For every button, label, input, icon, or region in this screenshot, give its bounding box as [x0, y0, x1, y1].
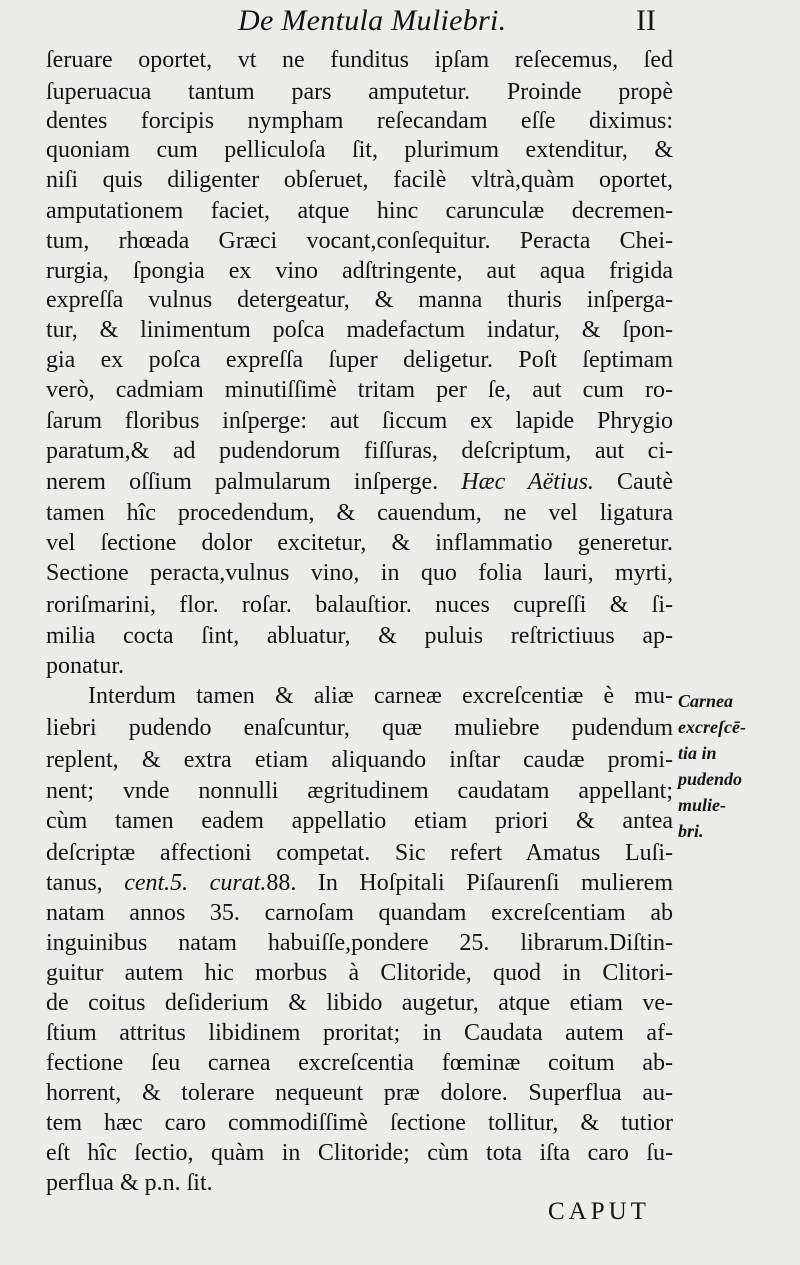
- text-line: inguinibus natam habuiſſe,pondere 25. librarum.Diſtin-: [46, 930, 673, 956]
- text-line: ſeruare oportet, vt ne funditus ipſam reſecemus, ſed: [46, 47, 673, 73]
- text-line: ſtium attritus libidinem proritat; in Caudata autem af-: [46, 1020, 673, 1046]
- text-line: verò, cadmiam minutiſſimè tritam per ſe, aut cum ro-: [46, 377, 673, 403]
- text-line: eſt hîc ſectio, quàm in Clitoride; cùm tota iſta caro ſu-: [46, 1140, 673, 1166]
- text-line: gia ex poſca expreſſa ſuper deligetur. Poſt ſeptimam: [46, 347, 673, 373]
- marginal-note-line: tia in: [678, 743, 717, 763]
- text-line: liebri pudendo enaſcuntur, quæ muliebre pudendum: [46, 715, 673, 741]
- text-line: amputationem faciet, atque hinc carunculæ decremen-: [46, 198, 673, 224]
- text-line: dentes forcipis nympham reſecandam eſſe diximus:: [46, 108, 673, 134]
- catchword: CAPUT: [548, 1198, 650, 1225]
- text-line: paratum,& ad pudendorum fiſſuras, deſcriptum, aut ci-: [46, 438, 673, 464]
- text-line: tum, rhœada Græci vocant,conſequitur. Peracta Chei-: [46, 228, 673, 254]
- text-line: tur, & linimentum poſca madefactum indatur, & ſpon-: [46, 317, 673, 343]
- text-line: nent; vnde nonnulli ægritudinem caudatam appellant;: [46, 778, 673, 804]
- text-line: ponatur.: [46, 653, 124, 679]
- citation-italic: cent.5. curat.: [124, 870, 267, 896]
- text-line: expreſſa vulnus detergeatur, & manna thuris inſperga-: [46, 287, 673, 313]
- citation-italic: Hæc Aëtius.: [461, 469, 594, 495]
- marginal-note: [678, 688, 788, 844]
- marginal-note-line: Carnea: [678, 691, 734, 711]
- marginal-note-line: mulie-: [678, 795, 726, 815]
- text-line: de coitus deſiderium & libido augetur, atque etiam ve-: [46, 990, 673, 1016]
- text-line-indented: Interdum tamen & aliæ carneæ excreſcentiæ è mu-: [88, 683, 673, 709]
- text-line: ſarum floribus inſperge: aut ſiccum ex lapide Phrygio: [46, 408, 673, 434]
- text-line: tanus, cent.5. curat.88. In Hoſpitali Piſaurenſi mulierem: [46, 870, 673, 896]
- text-line: deſcriptæ affectioni competat. Sic refert Amatus Luſi-: [46, 840, 673, 866]
- text-line: roriſmarini, flor. roſar. balauſtior. nuces cupreſſi & ſi-: [46, 592, 673, 618]
- text-line: guitur autem hic morbus à Clitoride, quod in Clitori-: [46, 960, 673, 986]
- marginal-note-line: excreſcē-: [678, 717, 746, 737]
- running-title: De Mentula Muliebri.: [238, 4, 507, 37]
- text-line: tamen hîc procedendum, & cauendum, ne vel ligatura: [46, 500, 673, 526]
- text-line: tem hæc caro commodiſſimè ſectione tollitur, & tutior: [46, 1110, 673, 1136]
- text-line: perflua & p.n. ſit.: [46, 1170, 213, 1196]
- page-number: II: [636, 4, 656, 37]
- text-line: rurgia, ſpongia ex vino adſtringente, aut aqua frigida: [46, 258, 673, 284]
- text-line: nerem oſſium palmularum inſperge. Hæc Aëtius. Cautè: [46, 469, 673, 495]
- text-line: replent, & extra etiam aliquando inſtar caudæ promi-: [46, 747, 673, 773]
- text-line: niſi quis diligenter obſeruet, facilè vltrà,quàm oportet,: [46, 167, 673, 193]
- text-line: cùm tamen eadem appellatio etiam priori & antea: [46, 808, 673, 834]
- marginal-note-line: pudendo: [678, 769, 743, 789]
- text-line: quoniam cum pelliculoſa ſit, plurimum extenditur, &: [46, 137, 673, 163]
- text-line: Sectione peracta,vulnus vino, in quo folia lauri, myrti,: [46, 560, 673, 586]
- text-line: milia cocta ſint, abluatur, & puluis reſtrictiuus ap-: [46, 623, 673, 649]
- text-line: fectione ſeu carnea excreſcentia fœminæ coitum ab-: [46, 1050, 673, 1076]
- text-line: horrent, & tolerare nequeunt præ dolore. Superflua au-: [46, 1080, 673, 1106]
- marginal-note-line: bri.: [678, 821, 704, 841]
- text-line: vel ſectione dolor excitetur, & inflammatio generetur.: [46, 530, 673, 556]
- text-line: ſuperuacua tantum pars amputetur. Proinde propè: [46, 79, 673, 105]
- text-line: natam annos 35. carnoſam quandam excreſcentiam ab: [46, 900, 673, 926]
